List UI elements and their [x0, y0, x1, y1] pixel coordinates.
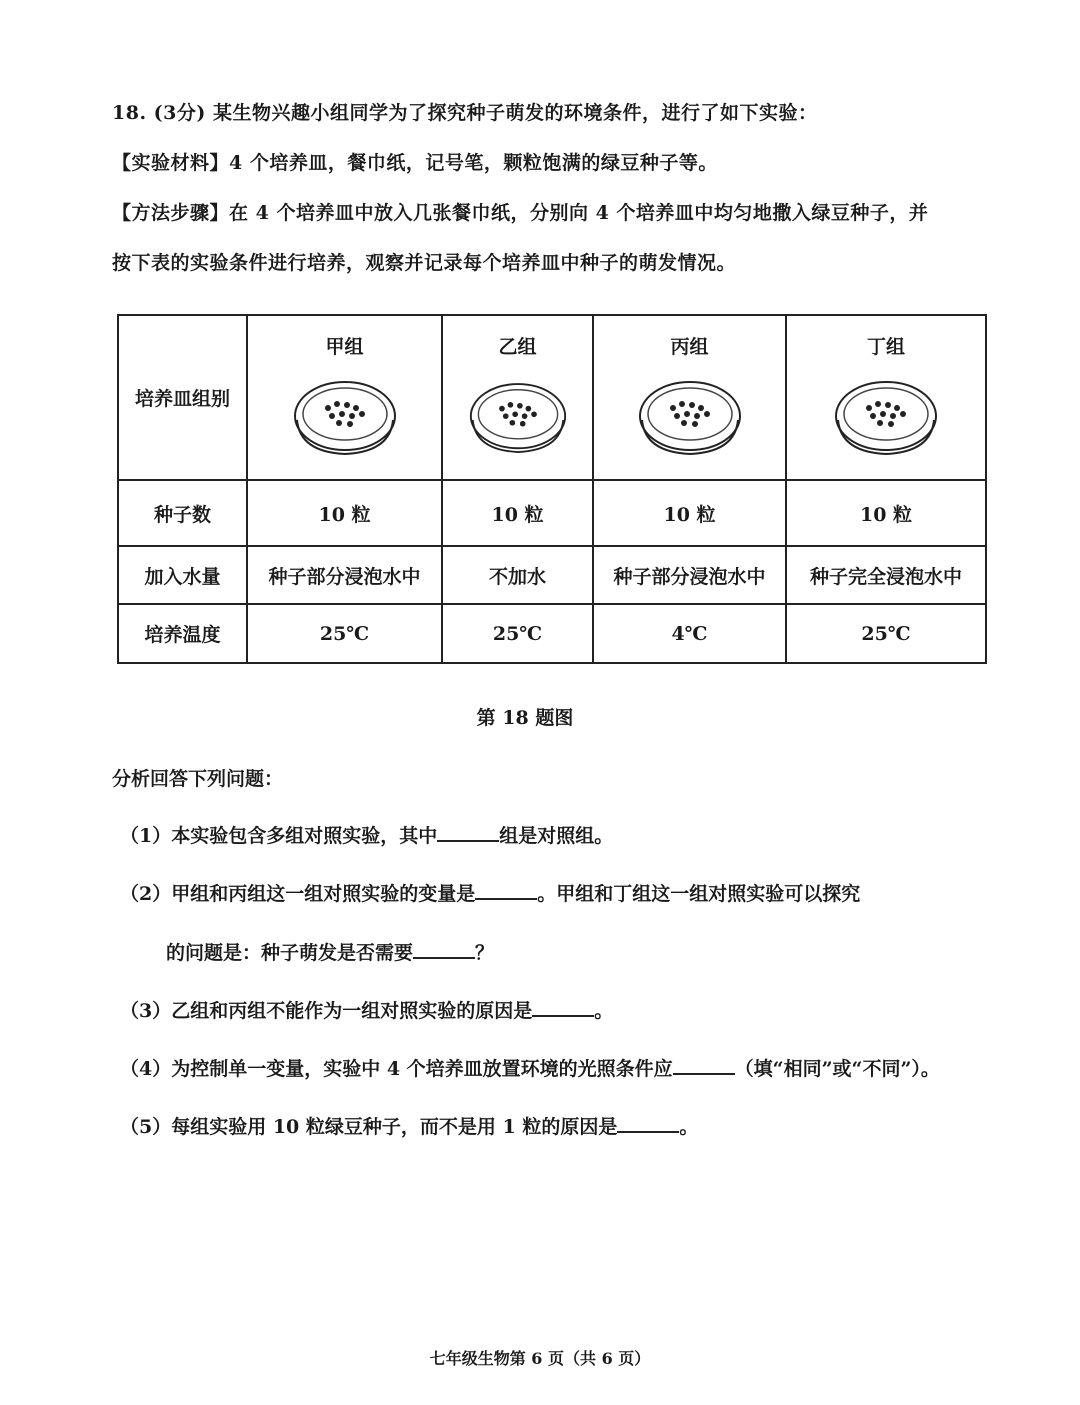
- question-4-text-a: （4）为控制单一变量，实验中 4 个培养皿放置环境的光照条件应: [120, 1058, 673, 1080]
- question-5-text-a: （5）每组实验用 10 粒绿豆种子，而不是用 1 粒的原因是: [120, 1116, 618, 1138]
- seed-count-cell: 10 粒: [442, 480, 593, 546]
- water-cell: 种子部分浸泡水中: [247, 546, 442, 604]
- question-3: [120, 996, 613, 1023]
- answer-blank[interactable]: [437, 822, 499, 842]
- question-header: 18. (3分) 某生物兴趣小组同学为了探究种子萌发的环境条件，进行了如下实验：: [112, 102, 818, 124]
- water-cell: 种子部分浸泡水中: [593, 546, 786, 604]
- question-5: [120, 1112, 698, 1139]
- question-4-text-b: （填“相同”或“不同”）。: [734, 1058, 940, 1080]
- method-line-1: 【方法步骤】在 4 个培养皿中放入几张餐巾纸，分别向 4 个培养皿中均匀地撒入绿豆种子，并: [112, 202, 929, 224]
- answer-blank[interactable]: [532, 997, 594, 1017]
- figure-caption: 第 18 题图: [476, 707, 574, 729]
- petri-dish-icon: [830, 374, 942, 464]
- temperature-cell: 4℃: [593, 604, 786, 663]
- group-cell-ding: [786, 315, 986, 480]
- answer-blank[interactable]: [673, 1055, 735, 1075]
- temperature-cell: 25℃: [247, 604, 442, 663]
- materials-line: 【实验材料】4 个培养皿，餐巾纸，记号笔，颗粒饱满的绿豆种子等。: [112, 152, 718, 174]
- answer-blank[interactable]: [475, 880, 537, 900]
- question-4: [120, 1054, 940, 1081]
- row-label-group: 培养皿组别: [118, 315, 247, 480]
- row-label-seeds: 种子数: [118, 480, 247, 546]
- petri-dish-icon: [292, 374, 398, 464]
- question-2-text-c: 的问题是：种子萌发是否需要: [166, 942, 414, 964]
- group-name: 丙组: [670, 336, 709, 358]
- water-cell: 种子完全浸泡水中: [786, 546, 986, 604]
- question-2-continued: [166, 938, 494, 965]
- water-cell: 不加水: [442, 546, 593, 604]
- analysis-title: 分析回答下列问题：: [112, 768, 284, 790]
- group-cell-bing: [593, 315, 786, 480]
- question-1: [120, 821, 613, 848]
- question-3-text-b: 。: [594, 1000, 614, 1022]
- question-1-text-b: 组是对照组。: [499, 825, 614, 847]
- question-5-text-b: 。: [679, 1116, 699, 1138]
- temperature-cell: 25℃: [442, 604, 593, 663]
- seed-count-cell: 10 粒: [786, 480, 986, 546]
- group-cell-jia: [247, 315, 442, 480]
- row-label-water: 加入水量: [118, 546, 247, 604]
- answer-blank[interactable]: [413, 939, 475, 959]
- row-label-temperature: 培养温度: [118, 604, 247, 663]
- question-2: [120, 879, 860, 906]
- experiment-table: [117, 314, 987, 664]
- page-footer: 七年级生物第 6 页（共 6 页）: [429, 1349, 651, 1368]
- method-line-2: 按下表的实验条件进行培养，观察并记录每个培养皿中种子的萌发情况。: [112, 252, 737, 274]
- group-cell-yi: [442, 315, 593, 480]
- group-name: 甲组: [325, 336, 364, 358]
- question-2-text-d: ？: [475, 942, 495, 964]
- petri-dish-icon: [468, 374, 568, 464]
- question-2-text-a: （2）甲组和丙组这一组对照实验的变量是: [120, 883, 476, 905]
- question-3-text-a: （3）乙组和丙组不能作为一组对照实验的原因是: [120, 1000, 533, 1022]
- petri-dish-icon: [634, 374, 746, 464]
- answer-blank[interactable]: [617, 1113, 679, 1133]
- group-name: 丁组: [866, 336, 905, 358]
- seed-count-cell: 10 粒: [593, 480, 786, 546]
- group-name: 乙组: [498, 336, 537, 358]
- seed-count-cell: 10 粒: [247, 480, 442, 546]
- question-2-text-b: 。甲组和丁组这一组对照实验可以探究: [537, 883, 861, 905]
- question-1-text-a: （1）本实验包含多组对照实验，其中: [120, 825, 438, 847]
- temperature-cell: 25℃: [786, 604, 986, 663]
